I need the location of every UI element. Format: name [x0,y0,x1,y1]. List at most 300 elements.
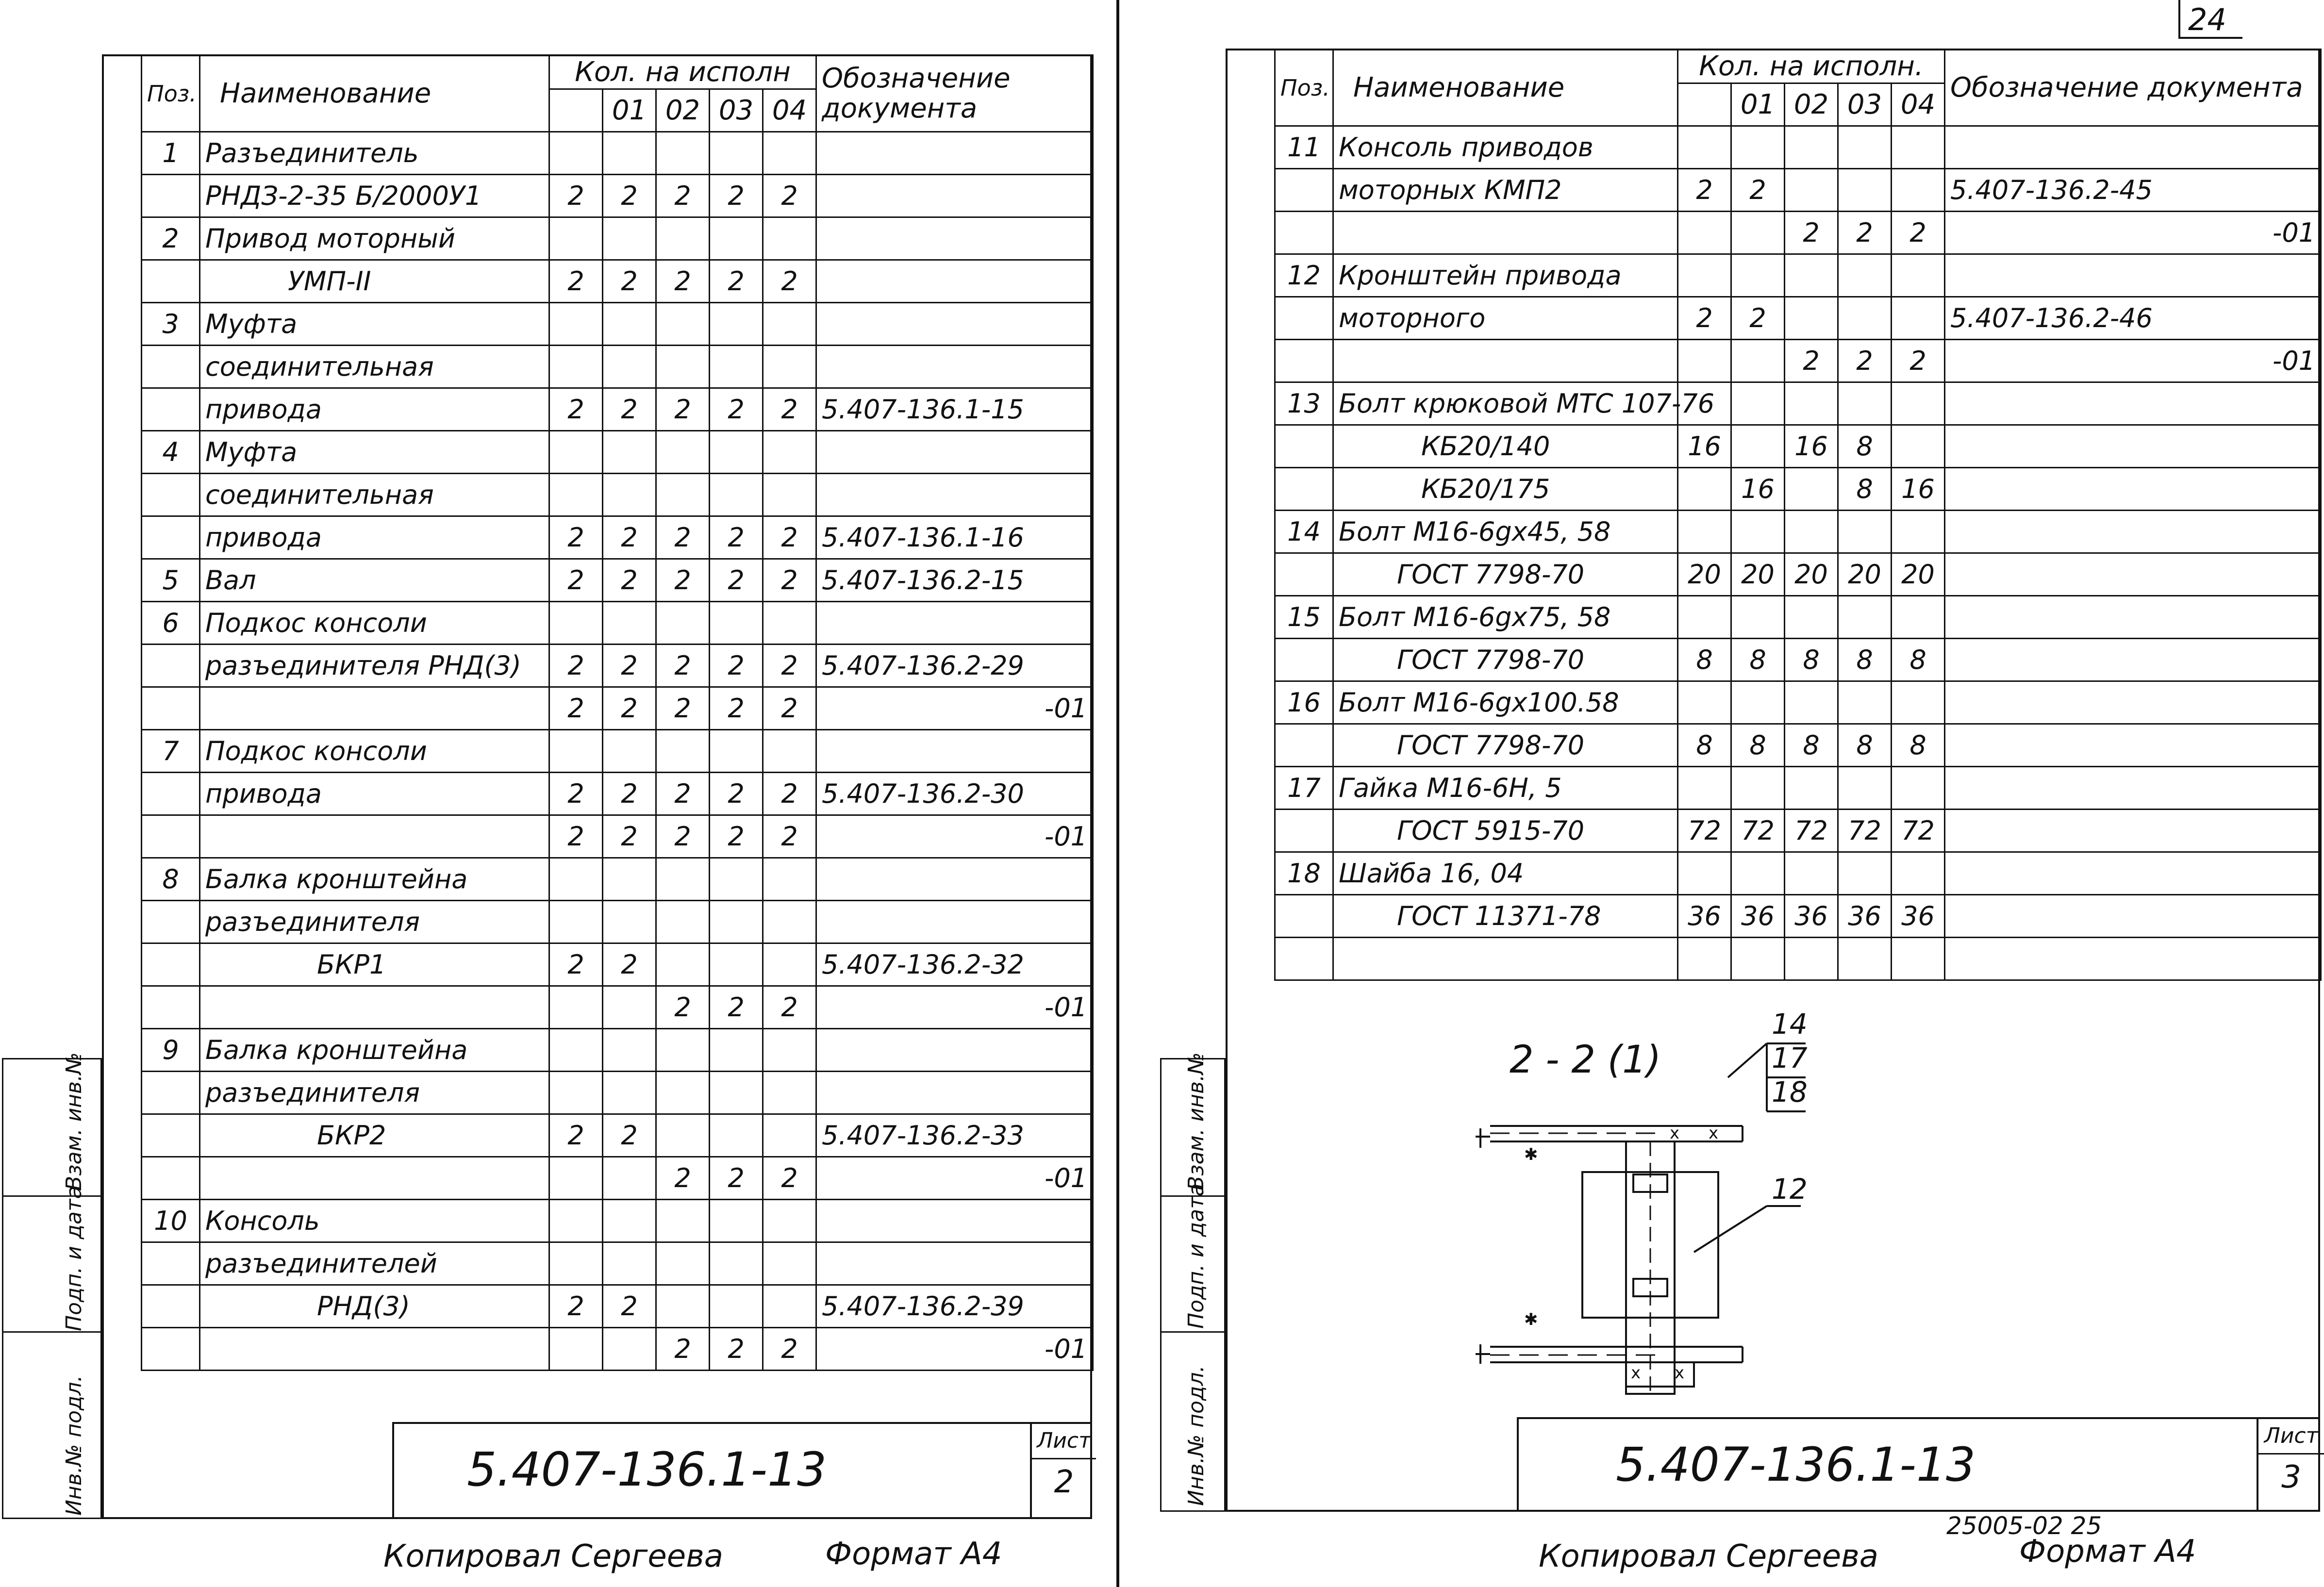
cell-doc: 5.407-136.1-16 [816,516,1093,559]
cell-pos: 2 [142,217,200,260]
cell-qty: 2 [1838,340,1892,382]
cell-qty: 72 [1731,810,1785,852]
sheet-right [1121,0,2319,1587]
sheet-number-cell-r [2257,1419,2324,1510]
cell-qty [656,346,710,388]
cell-qty: 72 [1678,810,1731,852]
cell-name [1333,212,1678,254]
cell-qty: 2 [763,1328,816,1371]
cell-qty: 2 [710,986,763,1029]
cell-qty [1838,126,1892,169]
cell-qty [603,1157,656,1200]
cell-pos [142,1157,200,1200]
cell-qty [656,1242,710,1285]
cell-doc [816,474,1093,516]
cell-qty [549,1029,603,1072]
sheet-number-r: 3 [2281,1459,2301,1495]
cell-name: ГОСТ 11371-78 [1333,895,1678,938]
table-row [1275,553,2321,596]
cell-doc: 5.407-136.2-39 [816,1285,1093,1328]
cell-pos [142,773,200,815]
cell-pos: 6 [142,602,200,645]
cell-name: ГОСТ 7798-70 [1333,639,1678,681]
cell-qty: 2 [603,260,656,303]
cell-qty: 2 [763,516,816,559]
cell-name [200,1157,549,1200]
cell-doc [816,901,1093,943]
cell-qty: 8 [1838,425,1892,468]
cell-qty: 8 [1838,639,1892,681]
cell-pos: 14 [1275,511,1333,553]
cell-qty: 2 [763,559,816,602]
cell-qty [763,858,816,901]
cell-name: Кронштейн привода [1333,254,1678,297]
table-row [142,986,1093,1029]
cell-qty [763,1200,816,1242]
cell-pos [142,175,200,217]
cell-qty: 2 [603,815,656,858]
cell-qty [1838,852,1892,895]
cell-name: Болт М16-6gx45, 58 [1333,511,1678,553]
cell-qty [710,431,763,474]
cell-qty [1838,254,1892,297]
table-row [1275,810,2321,852]
cell-qty [763,730,816,773]
cell-qty: 2 [603,1114,656,1157]
cell-qty: 8 [1678,639,1731,681]
cell-qty: 8 [1892,724,1945,767]
cell-qty: 2 [603,645,656,687]
cell-name: Муфта [200,431,549,474]
cell-qty [549,1242,603,1285]
cell-pos: 1 [142,132,200,175]
cell-qty [603,730,656,773]
cell-qty [710,901,763,943]
table-row [1275,212,2321,254]
cell-qty: 2 [549,943,603,986]
cell-qty: 36 [1678,895,1731,938]
side-label-sign-date-r: Подп. и дата [1184,1183,1209,1329]
cell-name: УМП-II [200,260,549,303]
table-row [142,1242,1093,1285]
cell-pos [142,1285,200,1328]
table-row [142,1157,1093,1200]
cell-qty [1838,681,1892,724]
cell-pos [1275,340,1333,382]
table-row [142,901,1093,943]
cell-pos [142,346,200,388]
cell-qty [1678,938,1731,980]
sheet-label: Лист [1032,1424,1096,1459]
cell-pos [142,1114,200,1157]
cell-qty: 2 [763,1157,816,1200]
cell-doc [1945,468,2321,511]
cell-qty [549,901,603,943]
cell-pos [1275,425,1333,468]
cell-qty [1838,511,1892,553]
cell-qty [710,730,763,773]
cell-qty [763,431,816,474]
cell-qty [603,1200,656,1242]
cell-qty [603,901,656,943]
cell-qty: 2 [603,1285,656,1328]
cell-qty: 8 [1731,724,1785,767]
cell-qty [1678,596,1731,639]
cell-doc [1945,553,2321,596]
svg-text:✱: ✱ [1524,1145,1538,1164]
side-strip-right [1160,1052,1226,1512]
cell-qty [763,1285,816,1328]
cell-qty [1838,767,1892,810]
cell-qty [603,1072,656,1114]
table-row [1275,169,2321,212]
cell-qty: 2 [710,687,763,730]
cell-qty: 2 [549,687,603,730]
cell-qty [1785,297,1838,340]
cell-pos [1275,639,1333,681]
col-header-variant-01-r: 01 [1731,83,1785,126]
sheet-label-r: Лист [2258,1419,2324,1455]
cell-doc [1945,511,2321,553]
cell-doc: -01 [816,1157,1093,1200]
col-header-name: Наименование [200,55,549,132]
cell-qty: 2 [656,645,710,687]
cell-qty [710,1242,763,1285]
table-row [142,303,1093,346]
cell-qty [603,986,656,1029]
cell-qty [603,602,656,645]
cell-name [200,986,549,1029]
side-label-inv-sub-r: Инв.№ подл. [1184,1365,1209,1506]
cell-qty: 16 [1678,425,1731,468]
cell-name: Консоль приводов [1333,126,1678,169]
cell-doc: 5.407-136.2-46 [1945,297,2321,340]
cell-qty: 2 [763,687,816,730]
cell-qty: 2 [656,388,710,431]
cell-qty [1838,596,1892,639]
cell-qty: 2 [763,815,816,858]
table-row [1275,511,2321,553]
cell-pos: 13 [1275,382,1333,425]
cell-doc: -01 [1945,340,2321,382]
cell-name [1333,938,1678,980]
cell-qty [1892,254,1945,297]
cell-qty [656,132,710,175]
cell-doc: 5.407-136.2-45 [1945,169,2321,212]
table-row [142,1029,1093,1072]
cell-qty [1678,767,1731,810]
table-row [142,943,1093,986]
cell-qty [1731,852,1785,895]
cell-qty [656,1072,710,1114]
cell-doc [1945,938,2321,980]
cell-doc [816,346,1093,388]
cell-doc [816,431,1093,474]
cell-qty: 8 [1838,468,1892,511]
table-row [1275,382,2321,425]
title-stamp-right [1517,1417,2320,1512]
callout-14: 14 [1772,1008,1808,1041]
cell-name: КБ20/140 [1333,425,1678,468]
cell-qty [710,132,763,175]
cell-qty: 2 [710,815,763,858]
spec-table-left [141,54,1094,1371]
cell-qty: 20 [1731,553,1785,596]
cell-qty [603,132,656,175]
side-strip-left [2,1052,102,1519]
table-row [142,645,1093,687]
cell-qty: 2 [656,1157,710,1200]
cell-qty [549,730,603,773]
cell-name: Болт М16-6gx75, 58 [1333,596,1678,639]
side-label-sign-date: Подп. и дата [62,1186,86,1331]
cell-doc [1945,425,2321,468]
cell-name: ГОСТ 7798-70 [1333,724,1678,767]
cell-qty [1785,852,1838,895]
cell-qty [1678,126,1731,169]
cell-qty: 2 [603,559,656,602]
table-row [142,217,1093,260]
cell-qty: 2 [656,687,710,730]
cell-pos [1275,553,1333,596]
cell-doc [1945,126,2321,169]
table-row [1275,254,2321,297]
cell-name: Гайка М16-6Н, 5 [1333,767,1678,810]
cell-qty: 2 [603,388,656,431]
side-label-replaced-inv: Взам. инв.№ [62,1052,86,1190]
cell-qty: 2 [710,773,763,815]
cell-qty [656,474,710,516]
cell-qty [656,1200,710,1242]
cell-qty [1785,511,1838,553]
cell-pos [142,1072,200,1114]
cell-pos [142,1242,200,1285]
cell-qty [1785,382,1838,425]
cell-qty: 8 [1892,639,1945,681]
cell-qty [710,943,763,986]
cell-qty [1678,852,1731,895]
cell-qty: 8 [1678,724,1731,767]
cell-qty: 2 [763,260,816,303]
cell-qty [656,431,710,474]
col-header-variant-02-r: 02 [1785,83,1838,126]
cell-qty [763,346,816,388]
cell-qty [1731,425,1785,468]
cell-doc [1945,895,2321,938]
cell-qty [1892,767,1945,810]
cell-qty: 2 [1785,212,1838,254]
cell-name: моторного [1333,297,1678,340]
cell-doc [816,1029,1093,1072]
cell-qty: 2 [656,559,710,602]
cell-doc [816,1072,1093,1114]
cell-qty [603,474,656,516]
table-row [142,559,1093,602]
cell-qty: 2 [656,773,710,815]
cell-name: ГОСТ 7798-70 [1333,553,1678,596]
side-label-inv-sub: Инв.№ подл. [62,1375,86,1516]
table-row [142,773,1093,815]
cell-qty [710,1114,763,1157]
cell-qty [1892,382,1945,425]
cell-qty [1785,169,1838,212]
cell-name: БКР2 [200,1114,549,1157]
cell-doc [816,858,1093,901]
cell-qty [549,1157,603,1200]
table-row [1275,639,2321,681]
cell-qty [549,431,603,474]
cell-qty: 16 [1892,468,1945,511]
cell-name: привода [200,388,549,431]
cell-qty [763,1072,816,1114]
svg-text:x: x [1675,1363,1685,1383]
cell-qty [1785,767,1838,810]
svg-text:✱: ✱ [1524,1310,1538,1329]
cell-pos [142,260,200,303]
cell-qty [1892,596,1945,639]
cell-qty: 2 [710,388,763,431]
cell-qty: 2 [1678,297,1731,340]
cell-qty: 2 [763,773,816,815]
cell-qty [763,132,816,175]
table-row [142,1114,1093,1157]
cell-qty [549,217,603,260]
sheet-number: 2 [1054,1464,1074,1500]
cell-pos: 17 [1275,767,1333,810]
cell-qty: 2 [656,986,710,1029]
cell-qty: 2 [603,773,656,815]
cell-qty [763,217,816,260]
col-header-qty-r: Кол. на исполн. [1678,50,1945,83]
cell-doc: -01 [816,1328,1093,1371]
table-row [142,175,1093,217]
table-row [1275,938,2321,980]
spec-table-right [1274,49,2322,981]
cell-qty: 8 [1731,639,1785,681]
cell-pos: 16 [1275,681,1333,724]
cell-pos [1275,810,1333,852]
cell-doc [816,217,1093,260]
cell-doc [1945,724,2321,767]
table-row [142,1285,1093,1328]
cell-pos [1275,938,1333,980]
table-row [142,815,1093,858]
cell-qty [549,1200,603,1242]
sheet-left [0,0,1116,1587]
cell-qty [1838,382,1892,425]
cell-doc [1945,767,2321,810]
cell-doc [816,175,1093,217]
cell-qty [1678,511,1731,553]
cell-name: Консоль [200,1200,549,1242]
cell-doc [816,1200,1093,1242]
cell-name: моторных КМП2 [1333,169,1678,212]
cell-qty: 72 [1785,810,1838,852]
col-header-variant-base [549,89,603,132]
cell-name: Привод моторный [200,217,549,260]
table-row [1275,895,2321,938]
cell-pos: 18 [1275,852,1333,895]
cell-qty [1785,596,1838,639]
page-number-text: 24 [2188,2,2226,37]
cell-qty [1678,340,1731,382]
cell-doc [1945,596,2321,639]
cell-pos [1275,169,1333,212]
cell-qty [656,303,710,346]
table-row [1275,724,2321,767]
side-label-replaced-inv-r: Взам. инв.№ [1184,1052,1209,1190]
cell-qty [1892,169,1945,212]
cell-name: РНД(3) [200,1285,549,1328]
cell-qty: 36 [1731,895,1785,938]
cell-qty: 20 [1678,553,1731,596]
cell-qty [603,858,656,901]
cell-qty [710,1285,763,1328]
cell-qty [1731,212,1785,254]
cell-qty [1731,938,1785,980]
cell-qty [710,346,763,388]
table-row [1275,468,2321,511]
cell-pos [1275,468,1333,511]
cell-qty: 2 [549,773,603,815]
cell-qty: 2 [603,943,656,986]
cell-pos [1275,724,1333,767]
cell-name: Муфта [200,303,549,346]
cell-name: разъединителя РНД(3) [200,645,549,687]
cell-qty [710,1200,763,1242]
cell-qty [710,217,763,260]
cell-pos [1275,297,1333,340]
copied-by-right: Копировал Сергеева [1539,1538,1878,1574]
table-row [142,602,1093,645]
cell-pos [142,645,200,687]
col-header-doc-r: Обозначение документа [1945,50,2321,126]
cell-doc [1945,852,2321,895]
cell-qty [656,730,710,773]
cell-qty: 36 [1785,895,1838,938]
cell-qty [1892,681,1945,724]
cell-qty [763,1029,816,1072]
cell-name: РНДЗ-2-35 Б/2000У1 [200,175,549,217]
cell-name: Разъединитель [200,132,549,175]
cell-doc: 5.407-136.2-32 [816,943,1093,986]
cell-doc: -01 [1945,212,2321,254]
cell-qty: 2 [710,175,763,217]
cell-qty [656,1114,710,1157]
table-row [142,1072,1093,1114]
cell-qty: 2 [1678,169,1731,212]
cell-qty [656,943,710,986]
table-row [142,858,1093,901]
cell-name: Болт крюковой МТС 107-76 [1333,382,1678,425]
cell-qty [656,1029,710,1072]
cell-qty [763,474,816,516]
cell-name [1333,340,1678,382]
spec-table-left-body [142,132,1093,1371]
cell-qty: 2 [763,986,816,1029]
cell-qty [763,943,816,986]
cell-name: Шайба 16, 04 [1333,852,1678,895]
cell-qty [603,303,656,346]
cell-qty [1892,938,1945,980]
table-row [1275,681,2321,724]
cell-qty: 2 [549,175,603,217]
cell-qty [763,303,816,346]
cell-name [200,1328,549,1371]
cell-name: КБ20/175 [1333,468,1678,511]
col-header-qty: Кол. на исполн [549,55,816,89]
table-row [1275,852,2321,895]
